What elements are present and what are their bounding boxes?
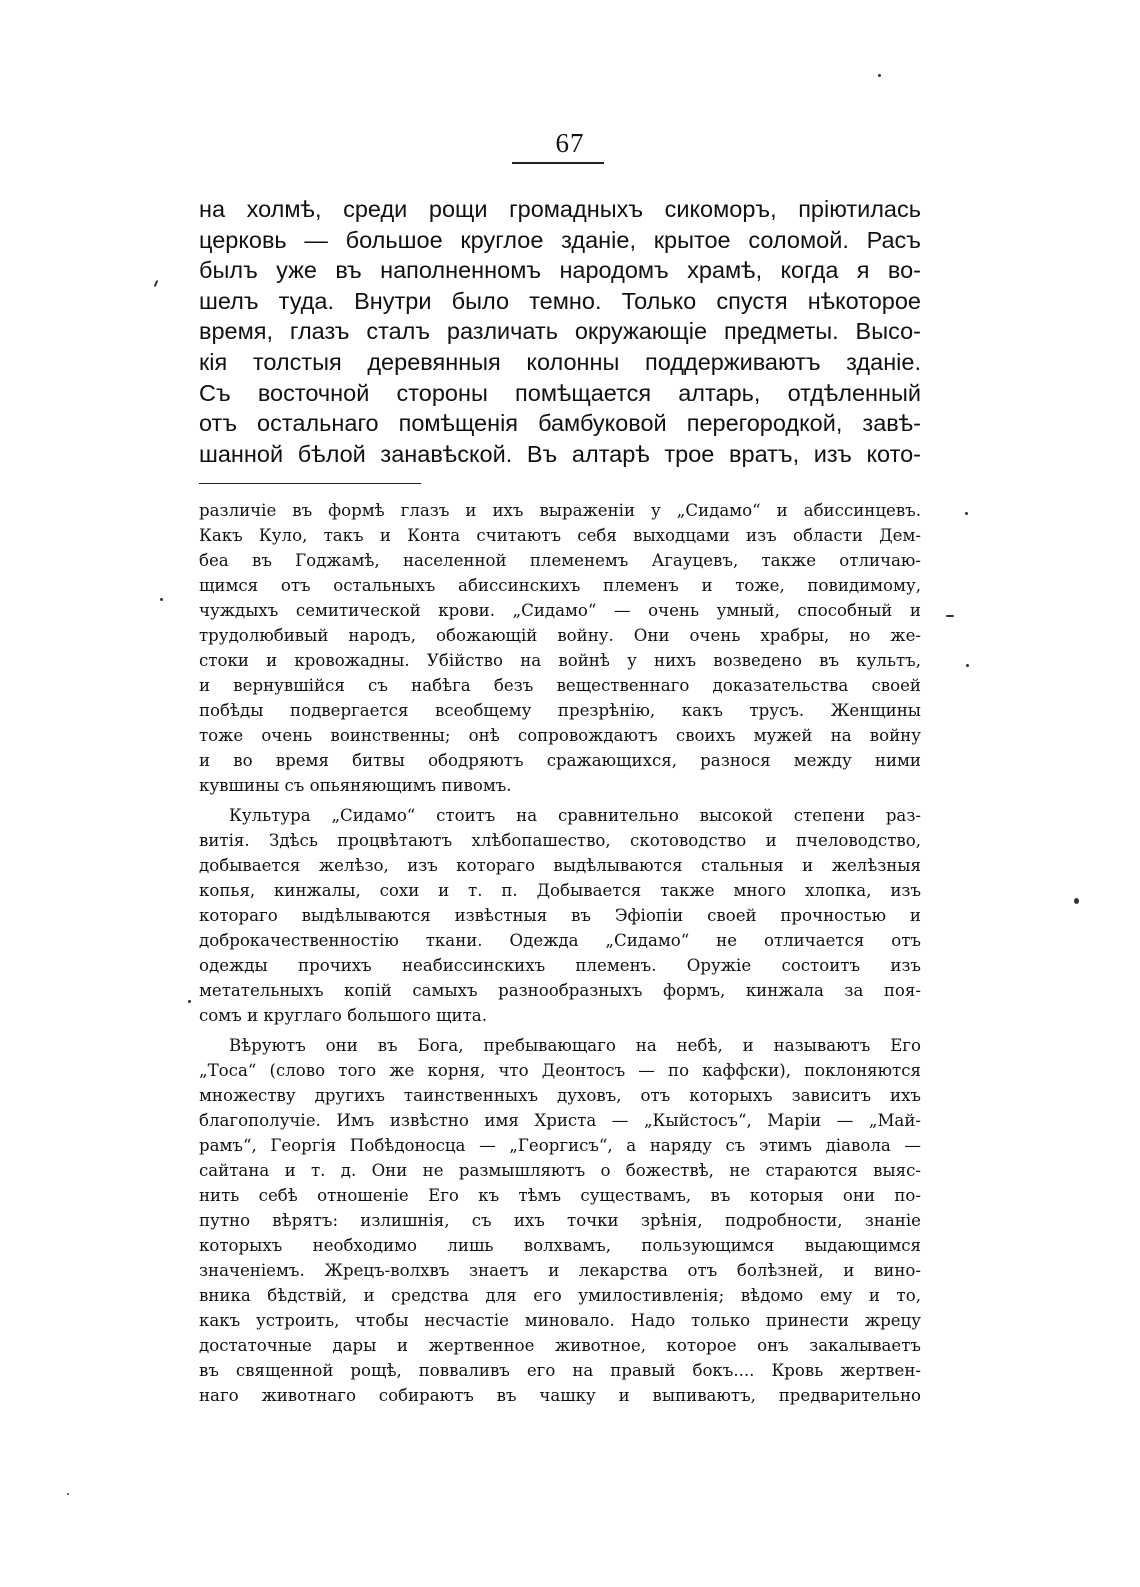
footnote-line: различіе въ формѣ глазъ и ихъ выраженіи у „Сидамо“ и абиссинцевъ. [199, 501, 921, 520]
footnote-line: сомъ и круглаго большого щита. [199, 1006, 487, 1025]
main-text-line: кія толстыя деревянныя колонны поддерживаютъ зданіе. [199, 348, 921, 375]
scan-speck [1074, 898, 1079, 904]
footnote-line: множеству другихъ таинственныхъ духовъ, отъ которыхъ зависитъ ихъ [199, 1086, 921, 1105]
footnote-line: копья, кинжалы, сохи и т. п. Добывается также много хлопка, изъ [199, 881, 921, 900]
footnote-line: значеніемъ. Жрецъ-волхвъ знаетъ и лекарства отъ болѣзней, и вино- [199, 1261, 921, 1280]
footnote-line: благополучіе. Имъ извѣстно имя Христа — „Кыйстосъ“, Маріи — „Май- [199, 1111, 921, 1130]
footnote-line: нить себѣ отношеніе Его къ тѣмъ существамъ, въ которыя они по- [199, 1186, 921, 1205]
main-text-line: церковь — большое круглое зданіе, крытое соломой. Расъ [199, 226, 921, 253]
footnote-line: достаточные дары и жертвенное животное, которое онъ закалываетъ [199, 1336, 921, 1355]
main-text-line: время, глазъ сталъ различать окружающіе предметы. Высо- [199, 318, 921, 345]
footnote-line: Культура „Сидамо“ стоитъ на сравнительно высокой степени раз- [229, 806, 921, 825]
footnote-line: и во время битвы ободряютъ сражающихся, разнося между ними [199, 751, 921, 770]
scan-speck [154, 280, 159, 287]
footnote-line: чуждыхъ семитической крови. „Сидамо“ — очень умный, способный и [199, 601, 921, 620]
footnote-paragraph [199, 803, 921, 1028]
footnote-separator [199, 483, 421, 484]
main-text-line: отъ остальнаго помѣщенія бамбуковой перегородкой, завѣ- [199, 410, 921, 437]
footnote-line: сайтана и т. д. Они не размышляютъ о божествѣ, не стараются выяс- [199, 1161, 921, 1180]
footnote-line: беа въ Годжамѣ, населенной племенемъ Агауцевъ, также отличаю- [199, 551, 921, 570]
footnote-line: путно вѣрятъ: излишнія, съ ихъ точки зрѣнія, подробности, знаніе [199, 1211, 921, 1230]
scan-speck [878, 74, 881, 77]
footnote-line: метательныхъ копій самыхъ разнообразныхъ формъ, кинжала за поя- [199, 981, 921, 1000]
footnote-line: трудолюбивый народъ, обожающій войну. Они очень храбры, но же- [199, 626, 921, 645]
footnote-paragraph [199, 498, 921, 798]
main-text-line: шанной бѣлой занавѣской. Въ алтарѣ трое вратъ, изъ кото- [199, 440, 921, 467]
main-text-line: Съ восточной стороны помѣщается алтарь, отдѣленный [199, 379, 921, 406]
footnote-line: Вѣруютъ они въ Бога, пребывающаго на небѣ, и называютъ Его [229, 1036, 921, 1055]
scan-speck [188, 1000, 191, 1003]
footnote-block [199, 498, 921, 1408]
footnote-line: которыхъ необходимо лишь волхвамъ, пользующимся выдающимся [199, 1236, 921, 1255]
scan-speck [160, 598, 163, 601]
main-text-line: былъ уже въ наполненномъ народомъ храмѣ, когда я во- [199, 257, 921, 284]
footnote-line: витія. Здѣсь процвѣтаютъ хлѣбопашество, скотоводство и пчеловодство, [199, 831, 921, 850]
main-text-line: шелъ туда. Внутри было темно. Только спустя нѣкоторое [199, 287, 921, 314]
footnote-line: и вернувшійся съ набѣга безъ вещественнаго доказательства своей [199, 676, 921, 695]
main-text-block [199, 194, 921, 469]
scan-speck [966, 664, 969, 667]
footnote-line: наго животнаго собираютъ въ чашку и выпиваютъ, предварительно [199, 1386, 921, 1405]
footnote-line: щимся отъ остальныхъ абиссинскихъ племенъ и тоже, повидимому, [199, 576, 921, 595]
scan-speck [946, 615, 954, 617]
footnote-line: доброкачественностію ткани. Одежда „Сидамо“ не отличается отъ [199, 931, 921, 950]
page-number: 67 [555, 128, 585, 158]
footnote-line: кувшины съ опьяняющимъ пивомъ. [199, 776, 512, 795]
footnote-paragraph [199, 1033, 921, 1408]
footnote-line: стоки и кровожадны. Убійство на войнѣ у нихъ возведено въ культъ, [199, 651, 921, 670]
page-number-rule [512, 162, 604, 164]
footnote-line: „Тоса“ (слово того же корня, что Деонтосъ — по каффски), поклоняются [199, 1061, 921, 1080]
main-text-line: на холмѣ, среди рощи громадныхъ сикоморъ, пріютилась [199, 196, 921, 222]
scan-speck [67, 1493, 69, 1495]
footnote-line: Какъ Куло, такъ и Конта считаютъ себя выходцами изъ области Дем- [199, 526, 921, 545]
footnote-line: добывается желѣзо, изъ котораго выдѣлываются стальныя и желѣзныя [199, 856, 921, 875]
footnote-line: котораго выдѣлываются извѣстныя въ Эфіопіи своей прочностью и [199, 906, 921, 925]
footnote-line: рамъ“, Георгія Побѣдоносца — „Георгисъ“, а наряду съ этимъ діавола — [199, 1136, 921, 1155]
footnote-line: одежды прочихъ неабиссинскихъ племенъ. Оружіе состоитъ изъ [199, 956, 921, 975]
footnote-line: какъ устроить, чтобы несчастіе миновало. Надо только принести жрецу [199, 1311, 921, 1330]
footnote-line: побѣды подвергается всеобщему презрѣнію, какъ трусъ. Женщины [199, 701, 921, 720]
footnote-line: въ священной рощѣ, повваливъ его на правый бокъ.... Кровь жертвен- [199, 1361, 921, 1380]
footnote-line: вника бѣдствій, и средства для его умилостивленія; вѣдомо ему и то, [199, 1286, 921, 1305]
scan-speck [965, 512, 968, 515]
footnote-line: тоже очень воинственны; онѣ сопровождаютъ своихъ мужей на войну [199, 726, 921, 745]
